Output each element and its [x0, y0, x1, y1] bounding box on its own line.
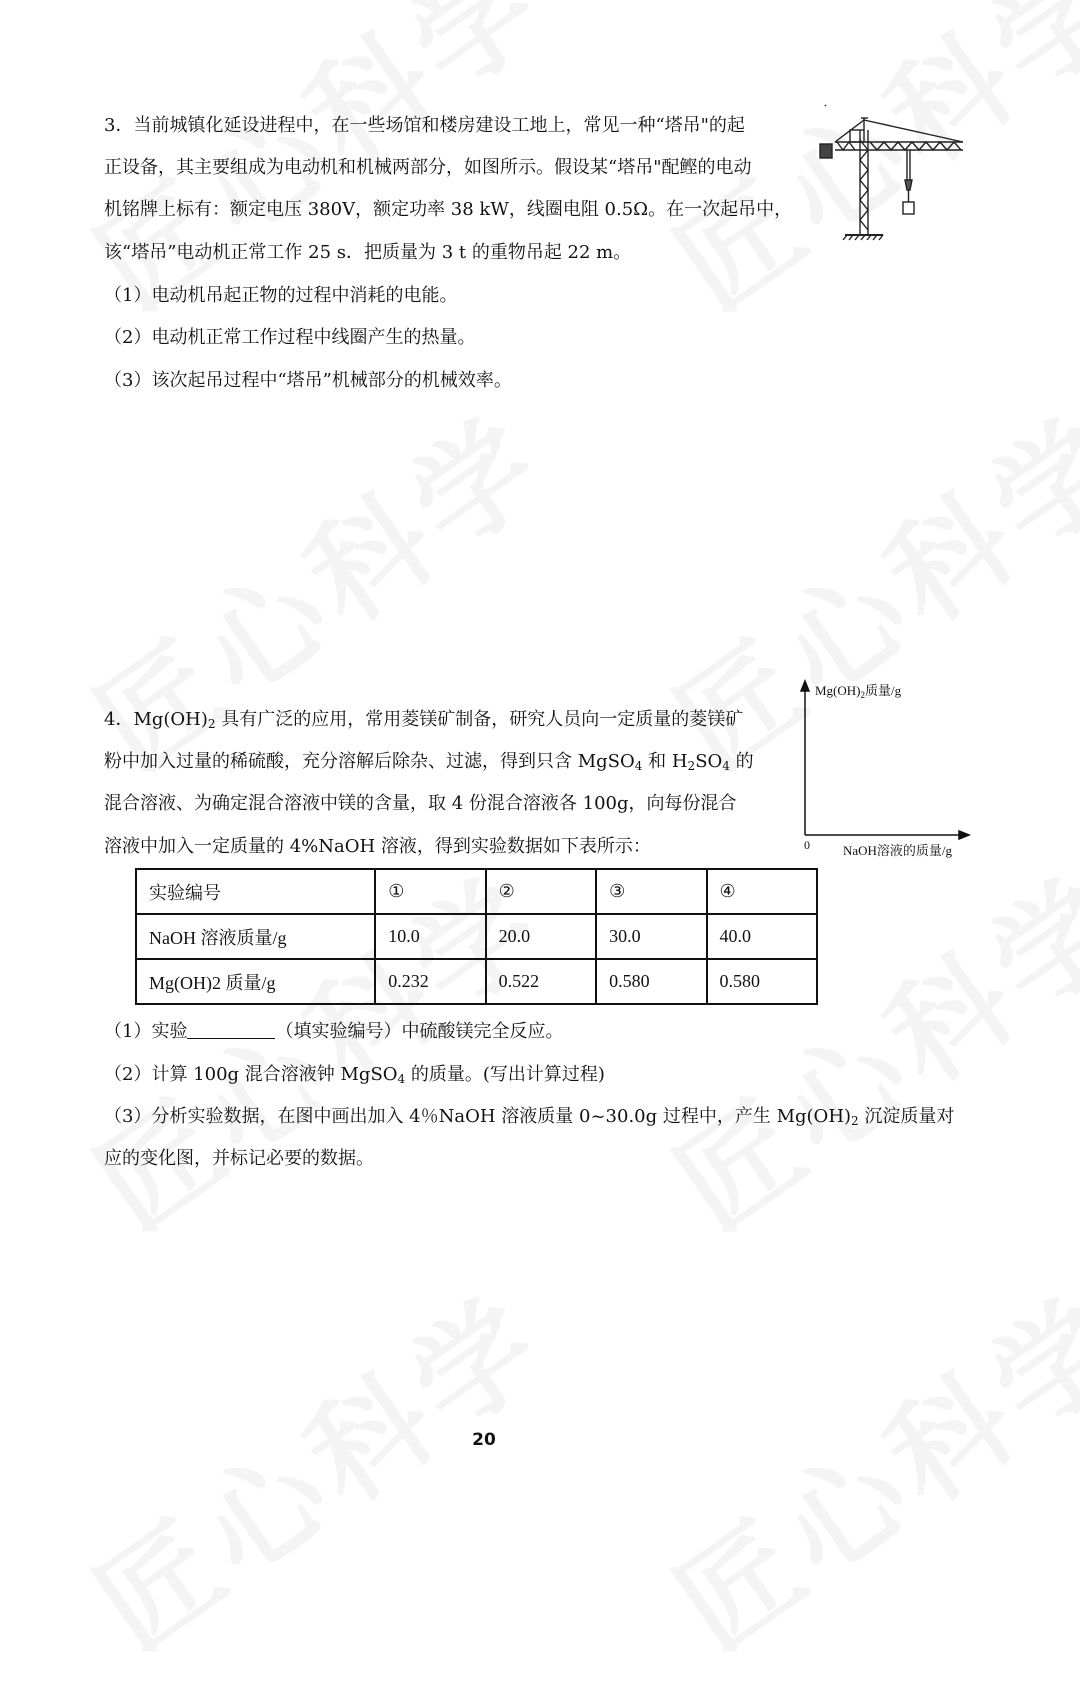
- table-cell: 30.0: [596, 914, 706, 959]
- graph-xlabel: NaOH溶液的质量/g: [843, 843, 953, 858]
- q4-line-2: [104, 751, 754, 777]
- table-row: [136, 959, 817, 1004]
- q3-part-3: （3）该次起吊过程中“塔吊”机械部分的机械效率。: [104, 370, 512, 391]
- q4-line-2-text: SO: [695, 751, 723, 772]
- q3-line: 正设备，其主要组成为电动机和机械两部分，如图所示。假设某“塔吊"配鲣的电动: [104, 157, 752, 178]
- q4-part-1-text: （填实验编号）中硫酸镁完全反应。: [275, 1021, 564, 1042]
- q3-line: 3．当前城镇化延设进程中，在一些场馆和楼房建设工地上，常见一种“塔吊"的起: [104, 115, 745, 136]
- table-cell: 10.0: [375, 914, 485, 959]
- q4-line-3: 混合溶液、为确定混合溶液中镁的含量，取 4 份混合溶液各 100g，向每份混合: [104, 793, 737, 814]
- q3-line: 该“塔吊”电动机正常工作 25 s．把质量为 3 t 的重物吊起 22 m。: [104, 242, 632, 263]
- table-cell: ①: [375, 869, 485, 914]
- q3-line: 机铭牌上标有：额定电压 380V，额定功率 38 kW，线圈电阻 0.5Ω。在一次起吊中，: [104, 199, 793, 220]
- q4-part-2-text: 的质量。(写出计算过程): [405, 1064, 605, 1085]
- table-header-row: [136, 869, 817, 914]
- q3-part-1: （1）电动机吊起正物的过程中消耗的电能。: [104, 285, 458, 306]
- watermark: [638, 1249, 1080, 1681]
- q4-part-1-text: （1）实验: [104, 1021, 188, 1042]
- q4-part-1: [104, 1021, 563, 1043]
- table-cell: 40.0: [707, 914, 817, 959]
- subscript: 2: [851, 1114, 859, 1128]
- q4-part-2-text: （2）计算 100g 混合溶液钟 MgSO: [104, 1064, 398, 1085]
- q4-part-3: [104, 1106, 954, 1132]
- answer-graph: [795, 675, 980, 865]
- q4-line-2-text: 粉中加入过量的稀硫酸，充分溶解后除杂、过滤，得到只含 MgSO: [104, 751, 635, 772]
- subscript: 2: [207, 717, 216, 731]
- subscript: 4: [722, 759, 730, 773]
- table-cell: ④: [707, 869, 817, 914]
- q4-line-2-text: 和 H: [642, 751, 688, 772]
- table-cell: 实验编号: [136, 869, 375, 914]
- q4-part-3-text: （3）分析实验数据，在图中画出加入 4％NaOH 溶液质量 0~30.0g 过程中，产生 Mg(OH): [104, 1106, 852, 1127]
- y-axis-arrow: [801, 681, 809, 691]
- table-cell: 0.522: [486, 959, 596, 1004]
- q4-line-1-text: 4．Mg(OH): [104, 709, 208, 730]
- x-axis-arrow: [959, 831, 969, 839]
- watermark: [58, 369, 575, 802]
- q4-line-1: [104, 709, 743, 735]
- table-cell: 20.0: [486, 914, 596, 959]
- watermark: [58, 1249, 575, 1681]
- q4-line-2-text: 的: [729, 751, 754, 772]
- q4-line-1-text: 具有广泛的应用，常用菱镁矿制备，研究人员向一定质量的菱镁矿: [215, 709, 744, 730]
- table-cell: ③: [596, 869, 706, 914]
- q4-line-4: 溶液中加入一定质量的 4%NaOH 溶液，得到实验数据如下表所示：: [104, 836, 651, 857]
- q4-part-2: [104, 1064, 605, 1090]
- q3-part-2: （2）电动机正常工作过程中线圈产生的热量。: [104, 327, 476, 348]
- q4-part-3-line-2: 应的变化图，并标记必要的数据。: [104, 1148, 374, 1169]
- tower-crane-figure: [815, 100, 965, 245]
- graph-origin: 0: [804, 838, 810, 852]
- experiment-table: [135, 868, 818, 1005]
- table-cell: 0.232: [375, 959, 485, 1004]
- table-cell: NaOH 溶液质量/g: [136, 914, 375, 959]
- table-cell: ②: [486, 869, 596, 914]
- q4-part-3-text: 沉淀质量对: [858, 1106, 955, 1127]
- subscript: 2: [687, 759, 696, 773]
- subscript: 4: [634, 759, 643, 773]
- table-cell: Mg(OH)2 质量/g: [136, 959, 375, 1004]
- table-cell: 0.580: [707, 959, 817, 1004]
- table-cell: 0.580: [596, 959, 706, 1004]
- subscript: 4: [397, 1072, 406, 1086]
- table-row: [136, 914, 817, 959]
- page-number: 20: [472, 1430, 496, 1450]
- graph-ylabel: $Mg(OH)_2$质量/g: [815, 683, 902, 700]
- answer-blank: [187, 1022, 275, 1039]
